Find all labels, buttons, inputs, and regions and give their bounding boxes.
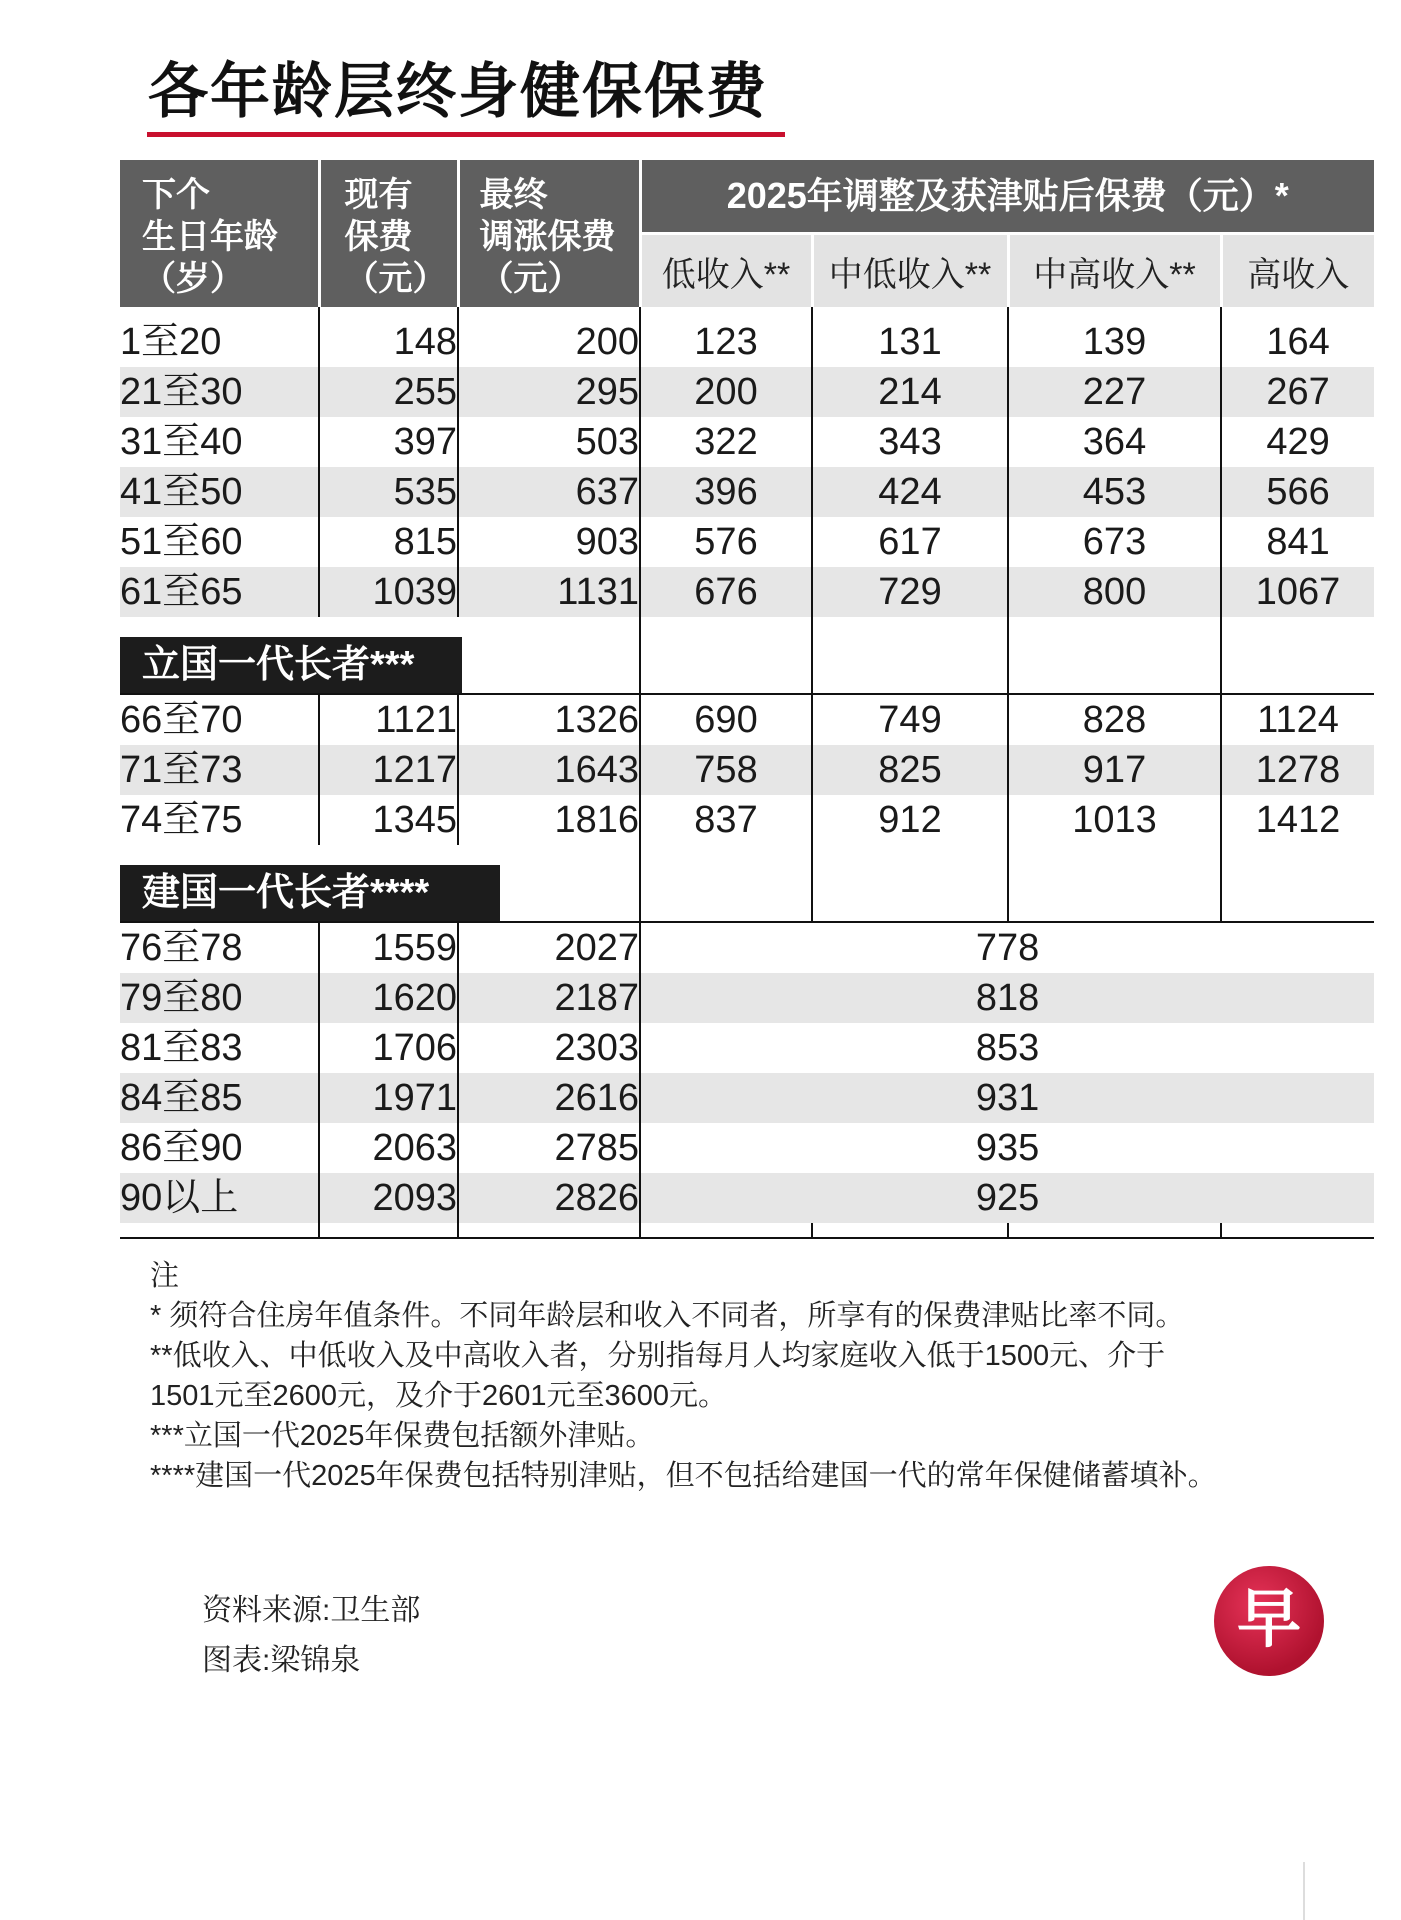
- current-premium-cell: 1620: [319, 973, 458, 1023]
- title-underline: [147, 132, 785, 137]
- low-income-cell: 676: [640, 567, 812, 617]
- spacer-cell: [1008, 1223, 1221, 1238]
- final-premium-cell: 1816: [458, 795, 640, 845]
- lower-middle-income-cell: 749: [812, 694, 1008, 745]
- merdeka-band-cell: [120, 617, 640, 694]
- table-row: [120, 467, 1374, 517]
- upper-middle-income-cell: 364: [1008, 417, 1221, 467]
- note-line: * 须符合住房年值条件。不同年龄层和收入不同者，所享有的保费津贴比率不同。: [150, 1300, 1185, 1332]
- final-premium-cell: 2785: [458, 1123, 640, 1173]
- header-current: 现有 保费 （元）: [319, 160, 458, 307]
- spacer-cell: [458, 1223, 640, 1238]
- note-heading: 注: [150, 1260, 180, 1292]
- age-cell: 61至65: [120, 567, 319, 617]
- current-premium-cell: 1217: [319, 745, 458, 795]
- lower-middle-income-cell: 214: [812, 367, 1008, 417]
- header-low-income: 低收入**: [640, 234, 812, 308]
- high-income-cell: 841: [1266, 521, 1330, 563]
- spacer-cell: [458, 307, 640, 317]
- merdeka-band: [120, 617, 1374, 694]
- age-cell: 41至50: [120, 467, 319, 517]
- lower-middle-income-cell: 912: [812, 795, 1008, 845]
- header-high-income: 高收入: [1221, 234, 1374, 308]
- low-income-cell: 690: [640, 694, 812, 745]
- spacer-cell: [812, 307, 1008, 317]
- age-cell: 76至78: [120, 922, 319, 973]
- table-row: [120, 417, 1374, 467]
- upper-middle-income-cell: 139: [1008, 317, 1221, 367]
- age-cell: 66至70: [120, 694, 319, 745]
- spacer-cell: [120, 1223, 319, 1238]
- final-premium-cell: 2826: [458, 1173, 640, 1223]
- age-cell: 21至30: [120, 367, 319, 417]
- header-2025-group: 2025年调整及获津贴后保费（元）*: [640, 160, 1374, 234]
- spacer-cell: [1221, 307, 1374, 317]
- table-row: [120, 517, 1374, 567]
- age-cell: 71至73: [120, 745, 319, 795]
- upper-middle-income-cell: 917: [1008, 745, 1221, 795]
- header-lower-middle-income: 中低收入**: [812, 234, 1008, 308]
- age-cell: 31至40: [120, 417, 319, 467]
- table-row: [120, 1173, 1374, 1223]
- lower-middle-income-cell: 825: [812, 745, 1008, 795]
- table-row: [120, 567, 1374, 617]
- subsidised-premium-cell: 925: [640, 1173, 1374, 1223]
- low-income-cell: 200: [640, 367, 812, 417]
- high-income-cell: 429: [1266, 421, 1330, 463]
- source-block: [202, 1586, 420, 1686]
- final-premium-cell: 903: [458, 517, 640, 567]
- upper-middle-income-cell: 673: [1008, 517, 1221, 567]
- header-age: 下个 生日年龄 （岁）: [120, 160, 319, 307]
- age-cell: 86至90: [120, 1123, 319, 1173]
- upper-middle-income-cell: 800: [1008, 567, 1221, 617]
- spacer-cell: [319, 307, 458, 317]
- low-income-cell: 758: [640, 745, 812, 795]
- current-premium-cell: 148: [319, 317, 458, 367]
- lower-middle-income-cell: 617: [812, 517, 1008, 567]
- current-premium-cell: 2093: [319, 1173, 458, 1223]
- current-premium-cell: 1039: [319, 567, 458, 617]
- spacer-cell: [1008, 307, 1221, 317]
- current-premium-cell: 1971: [319, 1073, 458, 1123]
- age-cell: 51至60: [120, 517, 319, 567]
- table-row: [120, 745, 1374, 795]
- table-row: [120, 795, 1374, 845]
- current-premium-cell: 1706: [319, 1023, 458, 1073]
- note-line: 1501元至2600元，及介于2601元至3600元。: [150, 1380, 728, 1412]
- high-income-cell: 1412: [1255, 799, 1341, 841]
- pioneer-band-cell: [120, 845, 640, 922]
- subsidised-premium-cell: 818: [640, 973, 1374, 1023]
- low-income-cell: 837: [640, 795, 812, 845]
- high-income-cell: 1067: [1221, 567, 1374, 617]
- spacer-cell: [1221, 617, 1374, 694]
- spacer-cell: [1008, 845, 1221, 922]
- final-premium-cell: 1643: [458, 745, 640, 795]
- table-row: [120, 922, 1374, 973]
- final-premium-cell: 1326: [458, 694, 640, 745]
- final-premium-cell: 637: [458, 467, 640, 517]
- table-row: [120, 317, 1374, 367]
- source-text: 资料来源:卫生部: [202, 1594, 421, 1627]
- age-cell: 90以上: [120, 1173, 319, 1223]
- final-premium-cell: 1131: [458, 567, 640, 617]
- subsidised-premium-cell: 935: [975, 1127, 1040, 1169]
- age-cell: 74至75: [120, 795, 319, 845]
- age-cell: 81至83: [120, 1023, 319, 1073]
- title-block: [148, 52, 785, 137]
- final-premium-cell: 503: [458, 417, 640, 467]
- upper-middle-income-cell: 1013: [1008, 795, 1221, 845]
- high-income-cell: 1124: [1257, 699, 1339, 741]
- section-general: [120, 307, 1374, 617]
- spacer-cell: [1221, 1223, 1374, 1238]
- final-premium-cell: 200: [458, 317, 640, 367]
- lower-middle-income-cell: 343: [812, 417, 1008, 467]
- upper-middle-income-cell: 453: [1008, 467, 1221, 517]
- notes: [150, 1256, 1380, 1496]
- low-income-cell: 322: [640, 417, 812, 467]
- spacer-cell: [120, 307, 319, 317]
- high-income-cell: 1278: [1221, 745, 1374, 795]
- header-upper-middle-income: 中高收入**: [1008, 234, 1221, 308]
- high-income-cell: 164: [1266, 321, 1330, 363]
- spacer-cell: [812, 1223, 1008, 1238]
- final-premium-cell: 2187: [458, 973, 640, 1023]
- spacer-cell: [640, 307, 812, 317]
- spacer-cell: [812, 617, 1008, 694]
- table-row: [120, 694, 1374, 745]
- current-premium-cell: 1559: [319, 922, 458, 973]
- lower-middle-income-cell: 131: [812, 317, 1008, 367]
- pioneer-band: [120, 845, 1374, 922]
- premium-table: [120, 160, 1374, 1239]
- section-pioneer: [120, 845, 1374, 1238]
- subsidised-premium-cell: 853: [975, 1027, 1040, 1069]
- spacer-cell: [319, 1223, 458, 1238]
- upper-middle-income-cell: 227: [1008, 367, 1221, 417]
- spacer-cell: [1221, 845, 1374, 922]
- credit-text: 图表:梁锦泉: [202, 1644, 361, 1677]
- current-premium-cell: 397: [319, 417, 458, 467]
- low-income-cell: 123: [640, 317, 812, 367]
- pioneer-band-label: 建国一代长者****: [120, 865, 500, 921]
- high-income-cell: 566: [1221, 467, 1374, 517]
- header-final: 最终 调涨保费 （元）: [458, 160, 640, 307]
- subsidised-premium-cell: 778: [975, 927, 1040, 969]
- note-line: ****建国一代2025年保费包括特别津贴，但不包括给建国一代的常年保健储蓄填补。: [150, 1460, 1217, 1492]
- final-premium-cell: 2027: [458, 922, 640, 973]
- spacer-cell: [640, 845, 812, 922]
- table-row: [120, 973, 1374, 1023]
- page-edge-line: [1303, 1862, 1305, 1920]
- current-premium-cell: 815: [319, 517, 458, 567]
- low-income-cell: 396: [640, 467, 812, 517]
- table-row: [120, 1023, 1374, 1073]
- table-row: [120, 367, 1374, 417]
- spacer-cell: [640, 1223, 812, 1238]
- table-row: [120, 1123, 1374, 1173]
- age-cell: 1至20: [120, 317, 319, 367]
- subsidised-premium-cell: 931: [640, 1073, 1374, 1123]
- final-premium-cell: 295: [458, 367, 640, 417]
- zaobao-logo: 早: [1214, 1566, 1324, 1676]
- spacer-cell: [1008, 617, 1221, 694]
- section-merdeka: [120, 617, 1374, 845]
- low-income-cell: 576: [640, 517, 812, 567]
- age-cell: 79至80: [120, 973, 319, 1023]
- table-row: [120, 1073, 1374, 1123]
- current-premium-cell: 1121: [319, 694, 458, 745]
- upper-middle-income-cell: 828: [1008, 694, 1221, 745]
- lower-middle-income-cell: 424: [812, 467, 1008, 517]
- current-premium-cell: 1345: [319, 795, 458, 845]
- lower-middle-income-cell: 729: [812, 567, 1008, 617]
- spacer-cell: [812, 845, 1008, 922]
- high-income-cell: 267: [1221, 367, 1374, 417]
- current-premium-cell: 2063: [319, 1123, 458, 1173]
- note-line: ***立国一代2025年保费包括额外津贴。: [150, 1420, 655, 1452]
- merdeka-band-label: 立国一代长者***: [120, 637, 462, 693]
- current-premium-cell: 255: [319, 367, 458, 417]
- age-cell: 84至85: [120, 1073, 319, 1123]
- spacer-cell: [640, 617, 812, 694]
- final-premium-cell: 2303: [458, 1023, 640, 1073]
- page-title: 各年龄层终身健保保费: [148, 57, 768, 127]
- final-premium-cell: 2616: [458, 1073, 640, 1123]
- note-line: **低收入、中低收入及中高收入者，分别指每月人均家庭收入低于1500元、介于: [150, 1340, 1166, 1372]
- current-premium-cell: 535: [319, 467, 458, 517]
